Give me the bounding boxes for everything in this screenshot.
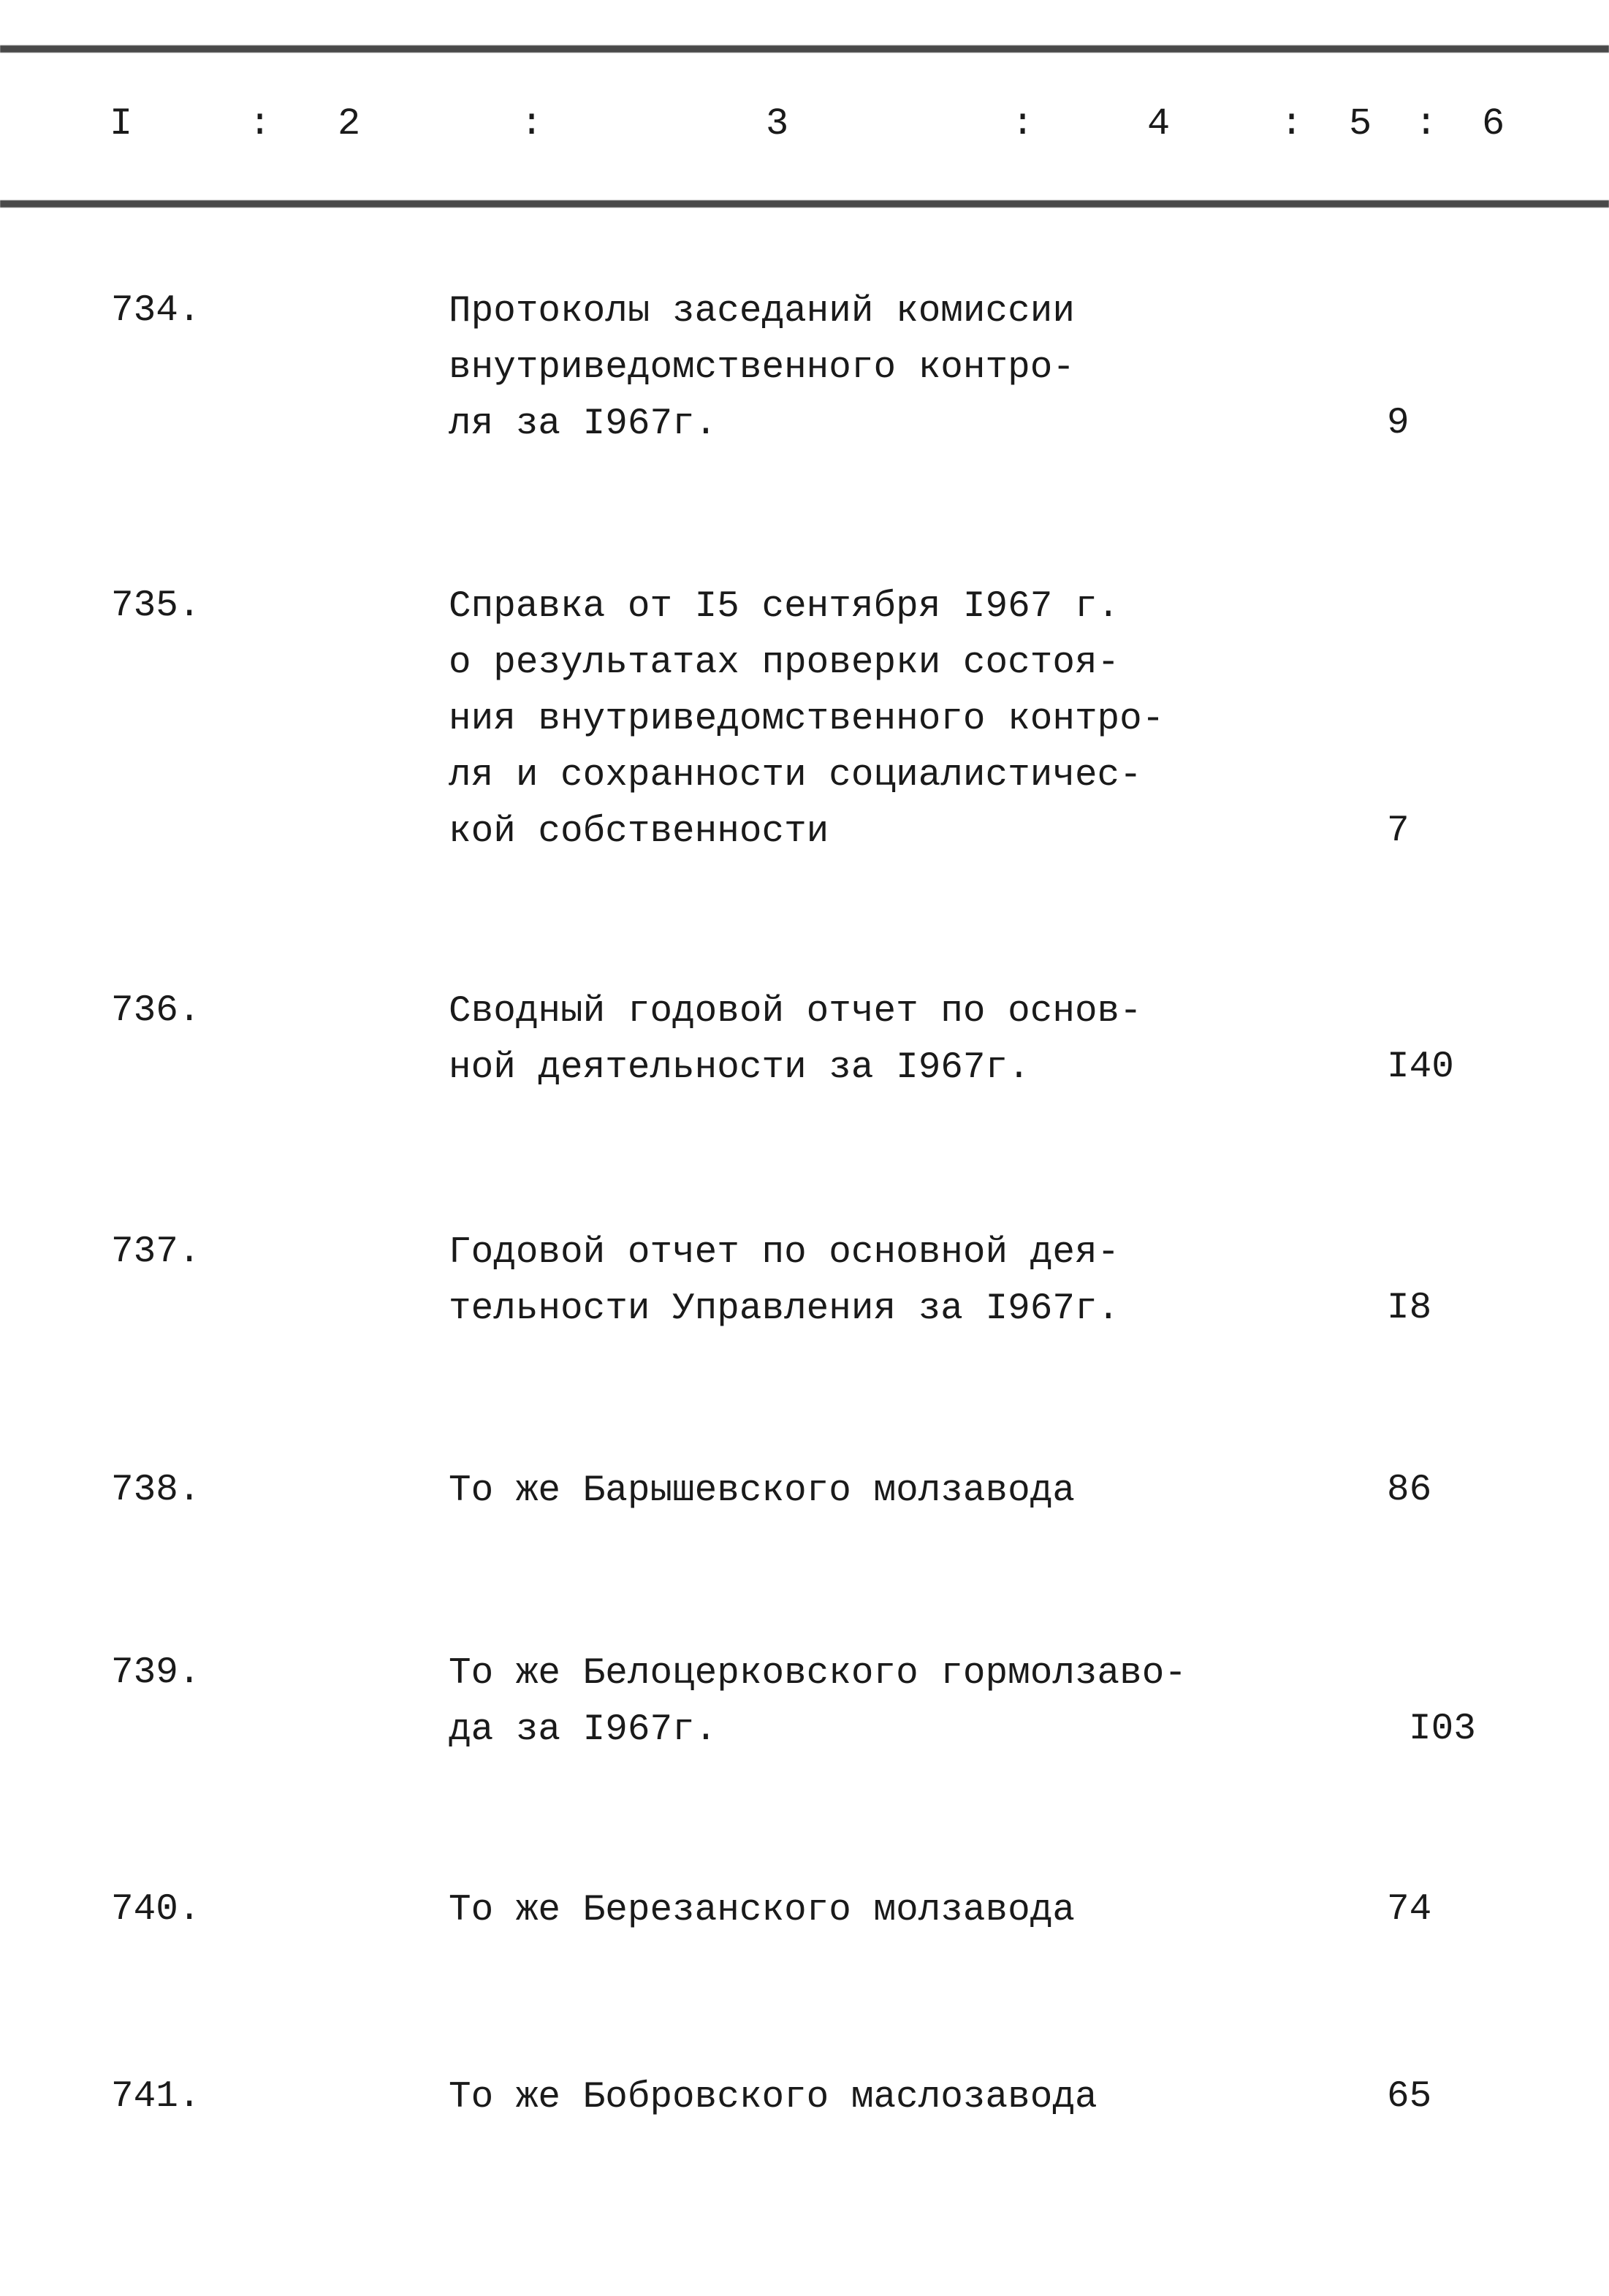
row-title-line: То же Бобровского маслозавода xyxy=(449,2077,1098,2118)
row-title-line: То же Березанского молзавода xyxy=(449,1890,1075,1931)
sheet-count: 7 xyxy=(1387,810,1410,852)
row-title-line: ной деятельности за I967г. xyxy=(449,1047,1030,1089)
row-number: 737. xyxy=(111,1231,201,1273)
column-number-6: 6 xyxy=(1482,102,1505,145)
column-separator: : xyxy=(1280,102,1304,145)
row-title-line: внутриведомственного контро- xyxy=(449,347,1075,389)
row-number: 739. xyxy=(111,1652,201,1694)
top-rule xyxy=(0,45,1609,53)
row-title-line: То же Белоцерковского гормолзаво- xyxy=(449,1653,1187,1695)
column-separator: : xyxy=(1415,102,1438,145)
row-title-line: Годовой отчет по основной дея- xyxy=(449,1232,1120,1274)
row-title-line: тельности Управления за I967г. xyxy=(449,1288,1120,1330)
sheet-count: 65 xyxy=(1387,2076,1432,2118)
column-number-2: 2 xyxy=(338,102,361,145)
row-number: 735. xyxy=(111,585,201,627)
column-number-1: I xyxy=(110,102,133,145)
row-title-line: о результатах проверки состоя- xyxy=(449,642,1120,684)
row-title-line: ля за I967г. xyxy=(449,403,718,445)
sheet-count: 9 xyxy=(1387,403,1410,444)
row-title-line: да за I967г. xyxy=(449,1709,718,1751)
sheet-count: 86 xyxy=(1387,1470,1432,1511)
row-title-line: То же Барышевского молзавода xyxy=(449,1470,1075,1512)
row-title-line: Справка от I5 сентября I967 г. xyxy=(449,586,1120,628)
header-bottom-rule xyxy=(0,200,1609,208)
sheet-count: I40 xyxy=(1387,1046,1454,1088)
row-title-line: ния внутриведомственного контро- xyxy=(449,699,1165,740)
sheet-count: 74 xyxy=(1387,1889,1432,1931)
row-title-line: Сводный годовой отчет по основ- xyxy=(449,991,1142,1033)
row-title-line: Протоколы заседаний комиссии xyxy=(449,291,1075,332)
column-separator: : xyxy=(520,102,544,145)
row-title-line: кой собственности xyxy=(449,811,829,853)
row-title-line: ля и сохранности социалистичес- xyxy=(449,755,1142,797)
column-separator: : xyxy=(1011,102,1035,145)
row-number: 736. xyxy=(111,990,201,1032)
row-number: 734. xyxy=(111,290,201,332)
sheet-count: I8 xyxy=(1387,1288,1432,1329)
column-number-5: 5 xyxy=(1349,102,1372,145)
row-number: 740. xyxy=(111,1889,201,1931)
sheet-count: I03 xyxy=(1409,1708,1476,1750)
row-number: 738. xyxy=(111,1470,201,1511)
column-separator: : xyxy=(248,102,272,145)
column-number-4: 4 xyxy=(1147,102,1171,145)
row-number: 741. xyxy=(111,2076,201,2118)
column-number-3: 3 xyxy=(766,102,789,145)
